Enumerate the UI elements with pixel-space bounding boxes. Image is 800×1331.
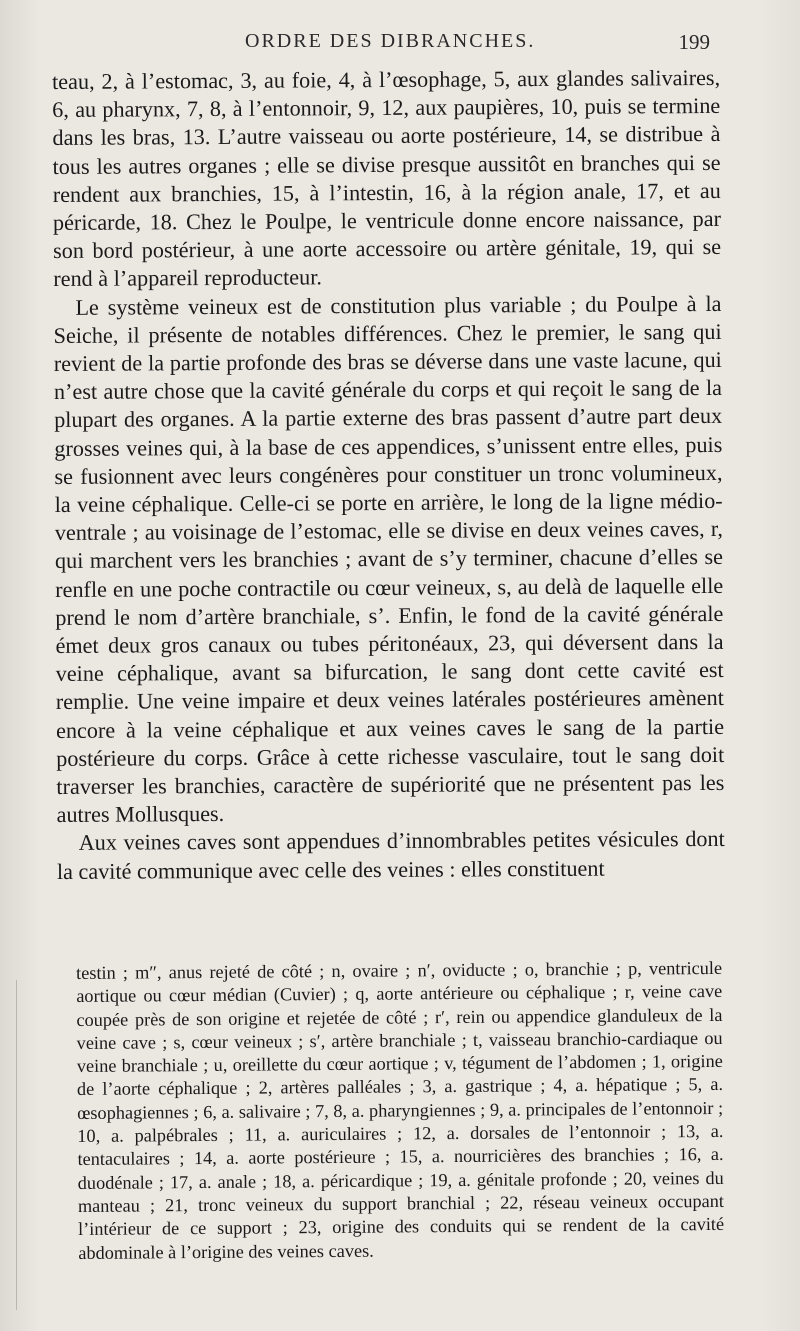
paragraph-vena-cava-vesicles: Aux veines caves sont appendues d’innombrables petites vésicules dont la cavité communique avec celle des veines : elles constituent (56, 826, 725, 884)
caption-legend: testin ; m″, anus rejeté de côté ; n, ovaire ; n′, oviducte ; o, branchie ; p, ventricule aortique ou cœur médian (Cuvier) ; q, aorte antérieure ou céphalique ; r, veine cave coupée près de son origine et rejetée de côté ; r′, rein ou appendice glanduleux de la veine cave ; s, cœur veineux ; s′, artère branchiale ; t, vaisseau branchio-cardiaque ou veine branchiale ; u, oreillette du cœur aortique ; v, tégument de l’abdomen ; 1, origine de l’aorte céphalique ; 2, artères palléales ; 3, a. gastrique ; 4, a. hépatique ; 5, a. œsophagiennes ; 6, a. salivaire ; 7, 8, a. pharyngiennes ; 9, a. principales de l’entonnoir ; 10, a. palpébrales ; 11, a. auriculaires ; 12, a. dorsales de l’entonnoir ; 13, a. tentaculaires ; 14, a. aorte postérieure ; 15, a. nourricières des branchies ; 16, a. duodénale ; 17, a. anale ; 18, a. péricardique ; 19, a. génitale profonde ; 20, veines du manteau ; 21, tronc veineux du support branchial ; 22, réseau veineux occupant l’intérieur de ce support ; 23, origine des conduits qui se rendent de la cavité abdominale à l’origine des veines caves. (76, 957, 725, 1263)
page-number: 199 (678, 30, 710, 54)
figure-caption-continued (76, 957, 724, 1265)
paragraph-arteries-continued: teau, 2, à l’estomac, 3, au foie, 4, à l’œsophage, 5, aux glandes salivaires, 6, au pharynx, 7, 8, à l’entonnoir, 9, 12, aux paupières, 10, puis se termine dans les bras, 13. L’autre vaisseau ou aorte postérieure, 14, se distribue à tous les autres organes ; elle se divise presque aussitôt en branches qui se rendent aux branchies, 15, à l’intestin, 16, à la région anale, 17, et au péricarde, 18. Chez le Poulpe, le ventricule donne encore naissance, par son bord postérieur, à une aorte accessoire ou artère génitale, 19, qui se rend à l’appareil reproducteur. (52, 64, 722, 292)
main-text (52, 64, 725, 886)
running-title: ORDRE DES DIBRANCHES. (245, 30, 536, 52)
page-header (60, 30, 710, 60)
page-edge-line (16, 980, 17, 1310)
paragraph-venous-system: Le système veineux est de constitution plus variable ; du Poulpe à la Seiche, il présente de notables différences. Chez le premier, le sang qui revient de la partie profonde des bras se déverse dans une vaste lacune, qui n’est autre chose que la cavité générale du corps et qui reçoit le sang de la plupart des organes. A la partie externe des bras passent d’autre part deux grosses veines qui, à la base de ces appendices, s’unissent entre elles, puis se fusionnent avec leurs congénères pour constituer un tronc volumineux, la veine céphalique. Celle-ci se porte en arrière, le long de la ligne médio-ventrale ; au voisinage de l’estomac, elle se divise en deux veines caves, r, qui marchent vers les branchies ; avant de s’y terminer, chacune d’elles se renfle en une poche contractile ou cœur veineux, s, au delà de laquelle elle prend le nom d’artère branchiale, s’. Enfin, le fond de la cavité générale émet deux gros canaux ou tubes péritonéaux, 23, qui déversent dans la veine céphalique, avant sa bifurcation, le sang dont cette cavité est remplie. Une veine impaire et deux veines latérales postérieures amènent encore à la veine céphalique et aux veines caves le sang de la partie postérieure du corps. Grâce à cette richesse vasculaire, tout le sang doit traverser les branchies, caractère de supériorité que ne présentent pas les autres Mollusques. (53, 290, 725, 828)
